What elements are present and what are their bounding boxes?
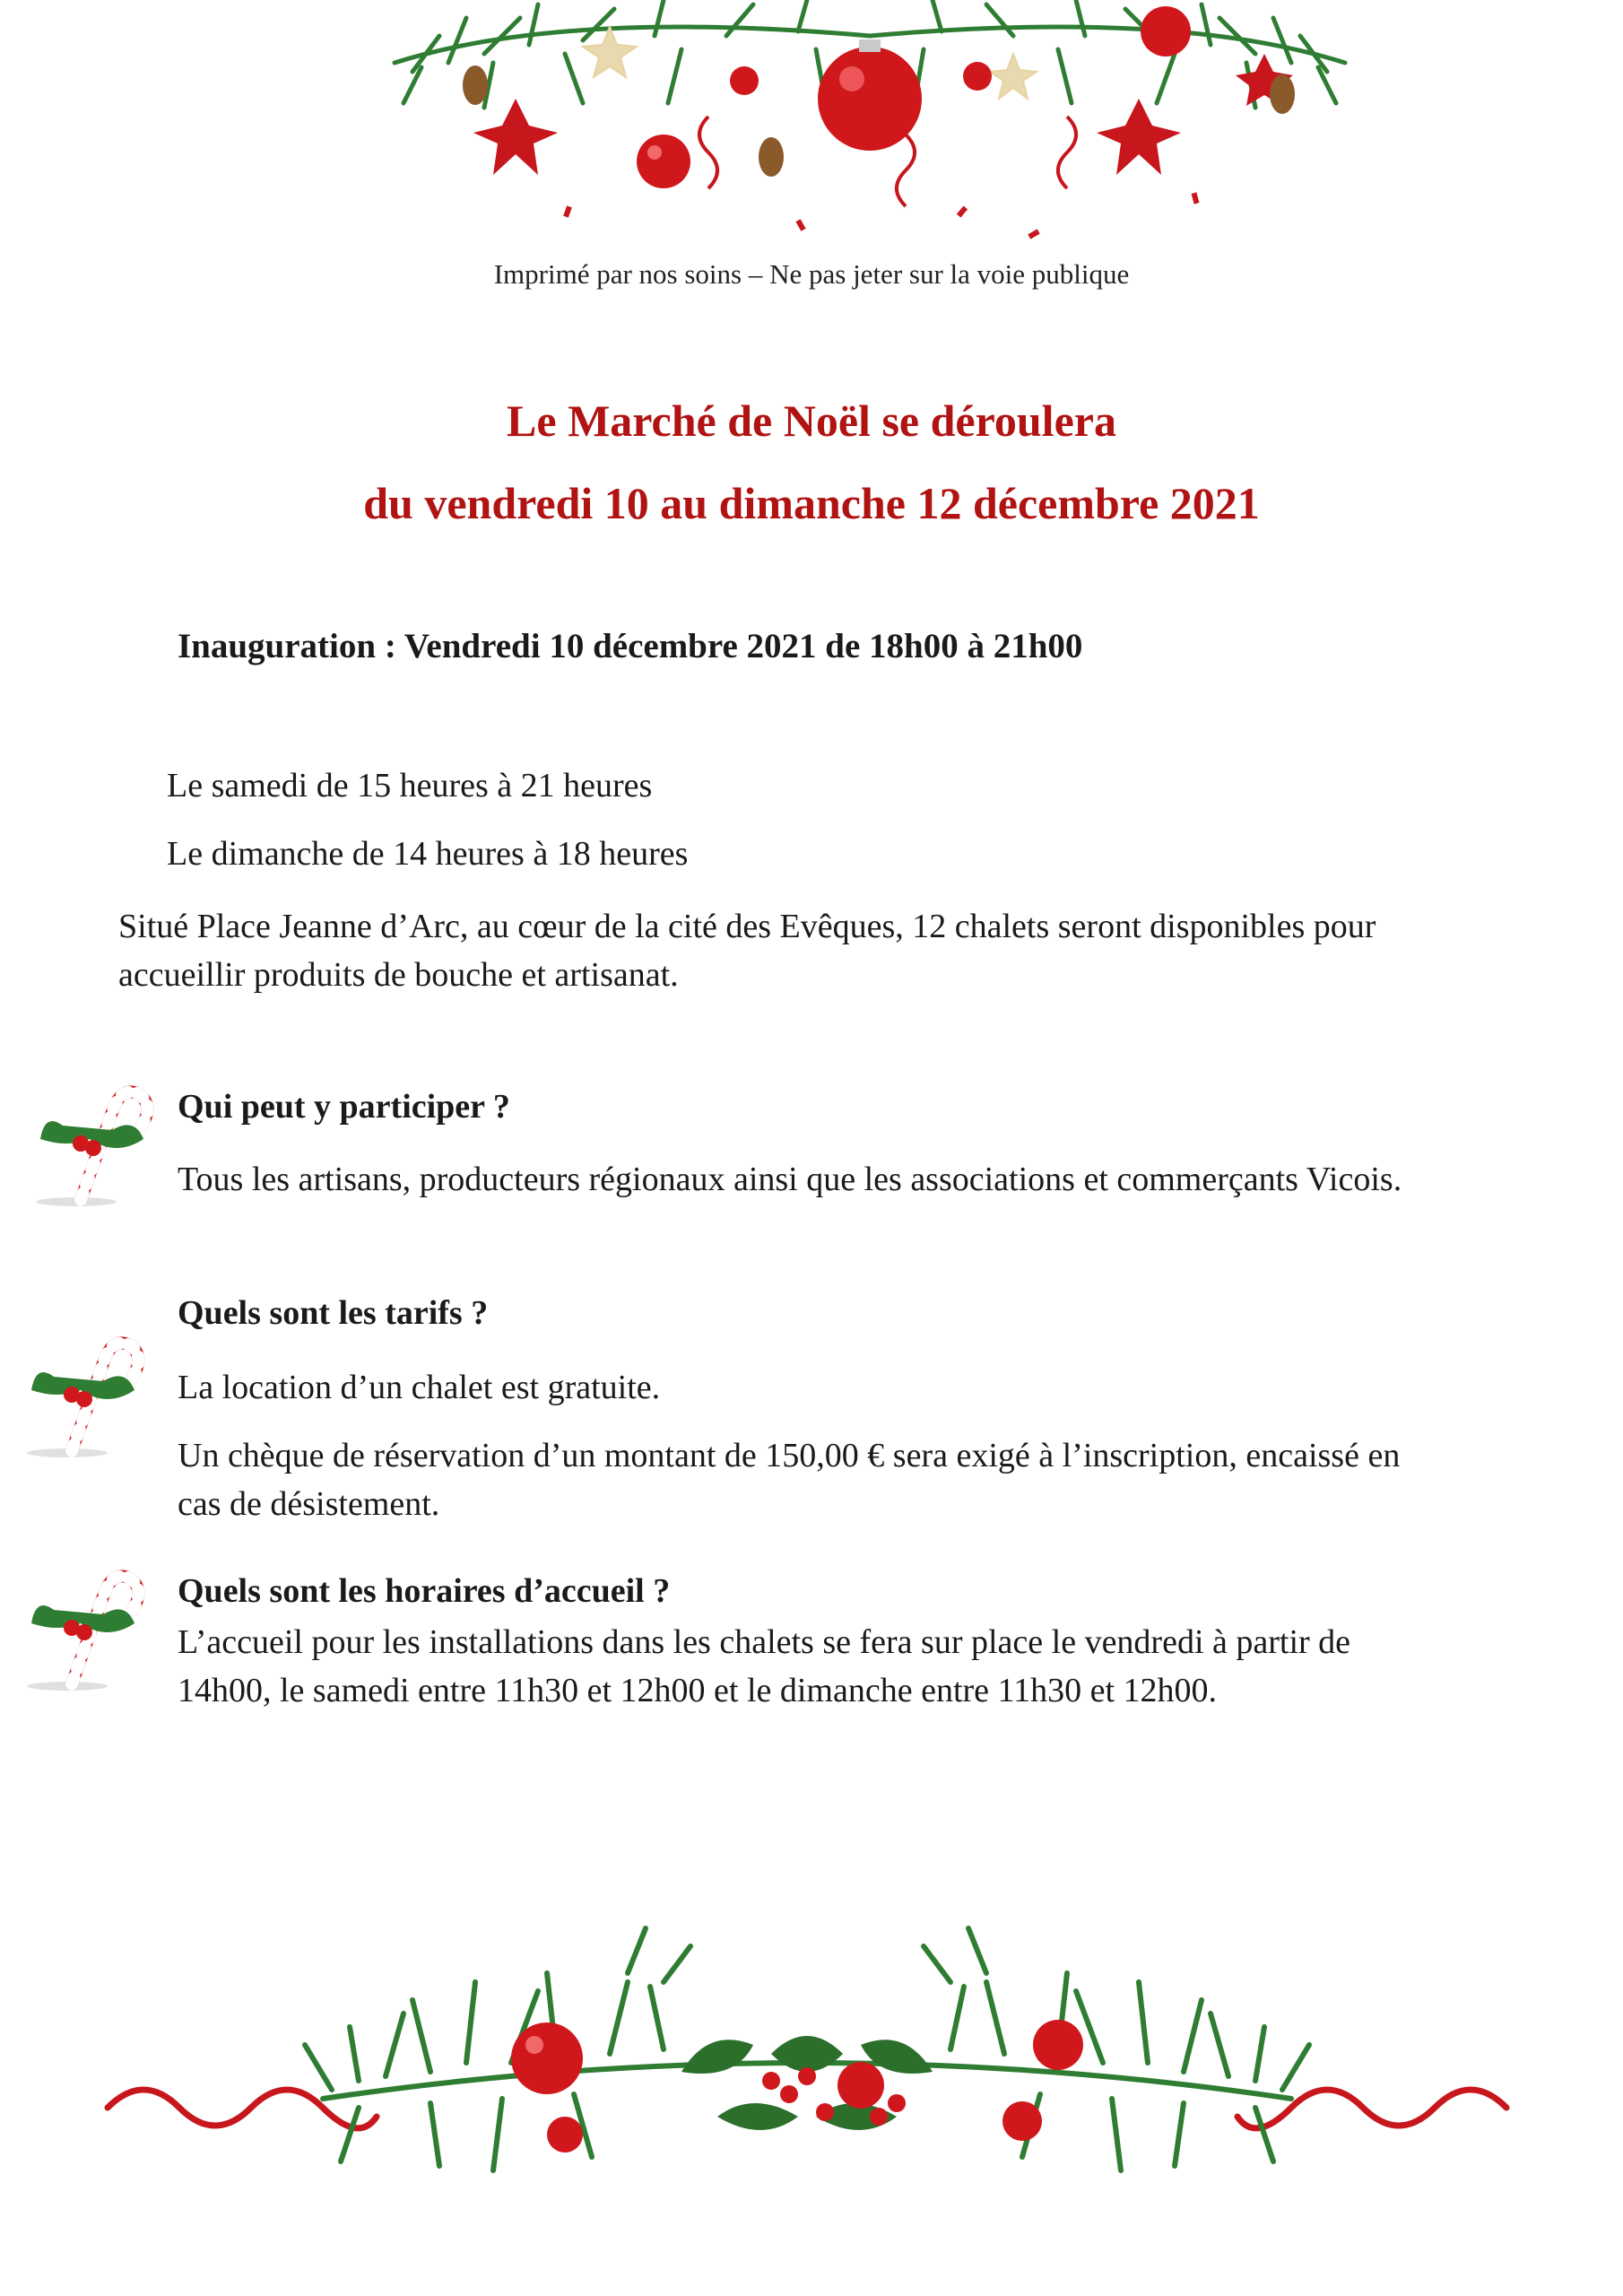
candy-cane-icon	[18, 1327, 152, 1462]
question-3-answer-line-2: 14h00, le samedi entre 11h30 et 12h00 et le dimanche entre 11h30 et 12h00.	[178, 1672, 1218, 1709]
candy-cane-icon	[27, 1076, 161, 1211]
page-title-line-1: Le Marché de Noël se déroulera	[507, 396, 1116, 446]
question-2-answer-2	[178, 1431, 1400, 1528]
bottom-holly-garland-icon	[90, 1919, 1524, 2215]
inauguration-info: Inauguration : Vendredi 10 décembre 2021 de 18h00 à 21h00	[178, 627, 1083, 665]
candy-cane-icon	[18, 1561, 152, 1695]
question-2-answer-1: La location d’un chalet est gratuite.	[178, 1369, 661, 1406]
question-1-title: Qui peut y participer ?	[178, 1088, 510, 1126]
top-christmas-garland-icon	[386, 0, 1354, 242]
imprint-notice: Imprimé par nos soins – Ne pas jeter sur la voie publique	[493, 258, 1130, 290]
question-2-answer-2-line-1: Un chèque de réservation d’un montant de 150,00 € sera exigé à l’inscription, encaissé en	[178, 1437, 1401, 1474]
question-2-title: Quels sont les tarifs ?	[178, 1294, 489, 1332]
sunday-hours: Le dimanche de 14 heures à 18 heures	[167, 835, 689, 873]
location-line-1: Situé Place Jeanne d’Arc, au cœur de la cité des Evêques, 12 chalets seront disponibles pour	[118, 908, 1376, 945]
question-3-answer	[178, 1618, 1350, 1715]
question-1-answer: Tous les artisans, producteurs régionaux ainsi que les associations et commerçants Vicois.	[178, 1161, 1402, 1198]
location-line-2: accueillir produits de bouche et artisanat.	[118, 956, 679, 994]
location-paragraph	[118, 902, 1376, 999]
question-3-answer-line-1: L’accueil pour les installations dans les chalets se fera sur place le vendredi à partir de	[178, 1623, 1351, 1661]
question-2-answer-2-line-2: cas de désistement.	[178, 1485, 440, 1523]
question-3-title: Quels sont les horaires d’accueil ?	[178, 1572, 671, 1610]
page-title-line-2: du vendredi 10 au dimanche 12 décembre 2021	[363, 478, 1260, 528]
saturday-hours: Le samedi de 15 heures à 21 heures	[167, 767, 653, 804]
